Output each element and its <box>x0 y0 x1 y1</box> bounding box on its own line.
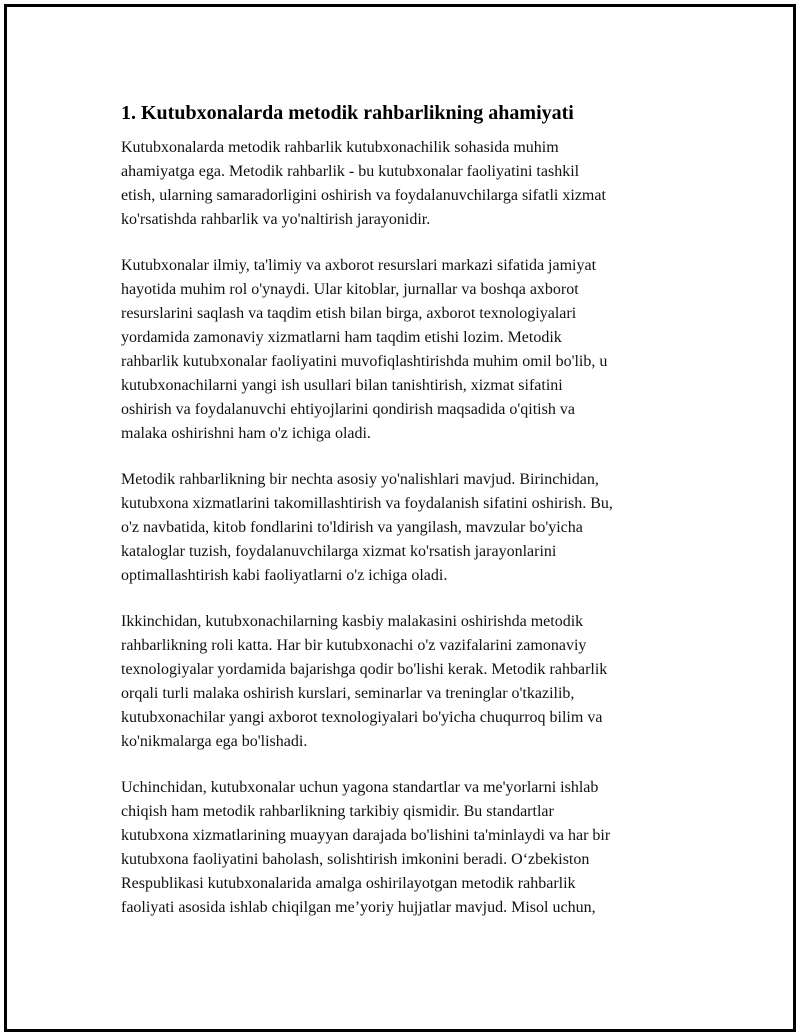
paragraph-5: Uchinchidan, kutubxonalar uchun yagona standartlar va me'yorlarni ishlab chiqish ham metodik rahbarlikning tarkibiy qismidir. Bu standartlar kutubxona xizmatlarining muayyan darajada bo'lishini ta'minlaydi va har bir kutubxona faoliyatini baholash, solishtirish imkonini beradi. O‘zbekiston Respublikasi kutubxonalarida amalga oshirilayotgan metodik rahbarlik faoliyati asosida ishlab chiqilgan me’yoriy hujjatlar mavjud. Misol uchun, <box>121 779 611 916</box>
paragraph-3: Metodik rahbarlikning bir nechta asosiy yo'nalishlari mavjud. Birinchidan, kutubxona xizmatlarini takomillashtirish va foydalanish sifatini oshirish. Bu, o'z navbatida, kitob fondlarini to'ldirish va yangilash, mavzular bo'yicha kataloglar tuzish, foydalanuvchilarga xizmat ko'rsatish jarayonlarini optimallashtirish kabi faoliyatlarni o'z ichiga oladi. <box>121 471 613 584</box>
paragraph-1: Kutubxonalarda metodik rahbarlik kutubxonachilik sohasida muhim ahamiyatga ega. Metodik rahbarlik - bu kutubxonalar faoliyatini tashkil etish, ularning samaradorligini oshirish va foydalanuvchilarga sifatli xizmat ko'rsatishda rahbarlik va yo'naltirish jarayonidir. <box>121 139 606 228</box>
page-frame <box>4 4 796 1032</box>
section-heading: 1. Kutubxonalarda metodik rahbarlikning ahamiyati <box>121 102 574 124</box>
document-body <box>121 100 701 942</box>
paragraph-4: Ikkinchidan, kutubxonachilarning kasbiy malakasini oshirishda metodik rahbarlikning roli katta. Har bir kutubxonachi o'z vazifalarini zamonaviy texnologiyalar yordamida bajarishga qodir bo'lishi kerak. Metodik rahbarlik orqali turli malaka oshirish kurslari, seminarlar va treninglar o'tkazilib, kutubxonachilar yangi axborot texnologiyalari bo'yicha chuqurroq bilim va ko'nikmalarga ega bo'lishadi. <box>121 613 608 750</box>
paragraph-2: Kutubxonalar ilmiy, ta'limiy va axborot resurslari markazi sifatida jamiyat hayotida muhim rol o'ynaydi. Ular kitoblar, jurnallar va boshqa axborot resurslarini saqlash va taqdim etish bilan birga, axborot texnologiyalari yordamida zamonaviy xizmatlarni ham taqdim etishi lozim. Metodik rahbarlik kutubxonalar faoliyatini muvofiqlashtirishda muhim omil bo'lib, u kutubxonachilarni yangi ish usullari bilan tanishtirish, xizmat sifatini oshirish va foydalanuvchi ehtiyojlarini qondirish maqsadida o'qitish va malaka oshirishni ham o'z ichiga oladi. <box>121 257 608 442</box>
